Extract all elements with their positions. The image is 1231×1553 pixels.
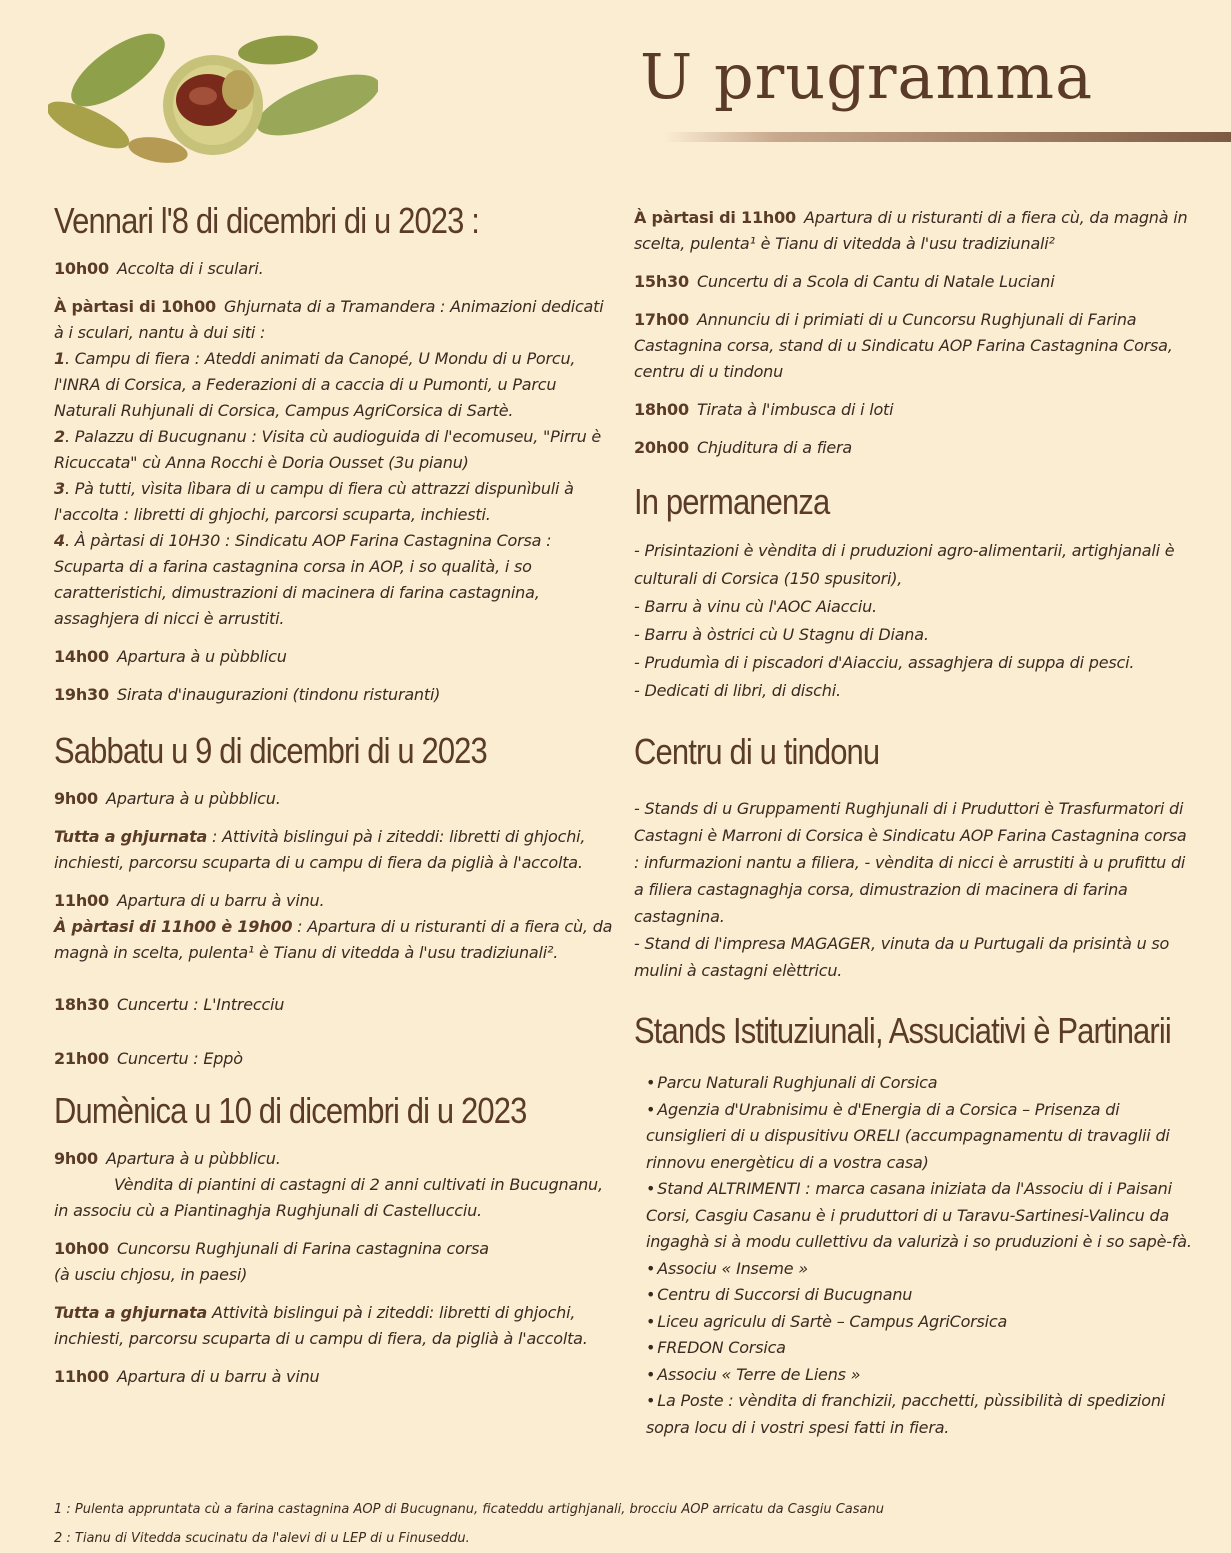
time-label: 11h00	[54, 891, 109, 910]
time-label: 21h00	[54, 1049, 109, 1068]
item-text: Apartura di u barru à vinu	[116, 1367, 320, 1386]
time-label: Tutta a ghjurnata	[54, 827, 208, 846]
item-subtext: Vèndita di piantini di castagni di 2 anni cultivati in Bucugnanu, in associu cù a Piantinaghja Rughjunali di Castellucciu.	[54, 1175, 603, 1220]
site-number: 3	[54, 479, 65, 498]
time-label: 9h00	[54, 789, 98, 808]
sunday-item-7	[634, 307, 1194, 385]
item-text: Apartura di u barru à vinu.	[116, 891, 325, 910]
site-text: . À pàrtasi di 10H30 : Sindicatu AOP Farina Castagnina Corsa : Scuparta di a farina castagnina corsa in AOP, i so qualità, i so caratteristichi, dimustrazioni di macinera di farina castagnina, assaghjera di nicci è arrustiti.	[54, 531, 552, 628]
list-item: • La Poste : vèndita di franchizii, pacchetti, pùssibilità di spedizioni sopra locu di i vostri spesi fatti in fiera.	[646, 1388, 1194, 1441]
sunday-item-3	[54, 1300, 614, 1352]
item-text: Apartura di u risturanti di a fiera cù, da magnà in scelta, pulenta¹ è Tianu di vitedda à l'usu tradiziunali²	[634, 208, 1188, 253]
saturday-item-6	[54, 1046, 614, 1072]
permanenza-line: - Barru à òstrici cù U Stagnu di Diana.	[634, 625, 929, 644]
friday-heading: Vennari l'8 di dicembri di u 2023 :	[54, 200, 480, 241]
item-text: Tirata à l'imbusca di i loti	[696, 400, 894, 419]
permanenza-heading: In permanenza	[634, 481, 830, 522]
left-column	[54, 200, 614, 1402]
page-title: U prugramma	[640, 40, 1094, 113]
saturday-item-2	[54, 824, 614, 876]
list-item: • Liceu agriculu di Sartè – Campus AgriCorsica	[646, 1309, 1194, 1336]
footnotes	[54, 1495, 1194, 1553]
time-label: 14h00	[54, 647, 109, 666]
sunday-item-9	[634, 435, 1194, 461]
friday-item-4	[54, 682, 614, 708]
sunday-item-6	[634, 269, 1194, 295]
item-text: Accolta di i sculari.	[116, 259, 264, 278]
sunday-heading: Dumènica u 10 di dicembri di u 2023	[54, 1090, 527, 1131]
item-text: Apartura à u pùbblicu	[116, 647, 287, 666]
time-label: À pàrtasi di 11h00 è 19h00	[54, 917, 293, 936]
saturday-item-1	[54, 786, 614, 812]
saturday-item-3	[54, 888, 614, 914]
chestnut-illustration	[48, 10, 378, 170]
item-text: Cuncertu : L'Intrecciu	[116, 995, 285, 1014]
site-number: 2	[54, 427, 65, 446]
permanenza-list	[634, 537, 1194, 705]
friday-site-4	[54, 528, 614, 632]
item-text: Chjuditura di a fiera	[696, 438, 853, 457]
list-item: • Parcu Naturali Rughjunali di Corsica	[646, 1070, 1194, 1097]
time-label: 10h00	[54, 259, 109, 278]
item-text: : Apartura di u risturanti di a fiera cù, da magnà in scelta, pulenta¹ è Tianu di vitedda à l'usu tradiziunali².	[54, 917, 613, 962]
list-item: • Stand ALTRIMENTI : marca casana iniziata da l'Associu di i Paisani Corsi, Casgiu Casanu è i pruduttori di u Taravu-Sartinesi-Valincu da ingaghà si à modu cullettivu da valurizà i so pruduzioni è i so sapè-fà.	[646, 1176, 1194, 1256]
saturday-item-4	[54, 914, 614, 966]
item-text: Attività bislingui pà i ziteddi: libretti di ghjochi, inchiesti, parcorsu scuparta di u campu di fiera, da piglià à l'accolta.	[54, 1303, 588, 1348]
item-text: Apartura à u pùbblicu.	[106, 1149, 281, 1168]
item-text: Sirata d'inaugurazioni (tindonu risturanti)	[116, 685, 441, 704]
footnote-2: 2 : Tianu di Vitedda scucinatu da l'alevi di u LEP di u Finuseddu.	[54, 1531, 470, 1546]
item-text: Cuncertu : Eppò	[116, 1049, 243, 1068]
sunday-item-8	[634, 397, 1194, 423]
permanenza-line: - Prudumìa di i piscadori d'Aiacciu, assaghjera di suppa di pesci.	[634, 653, 1135, 672]
saturday-heading: Sabbatu u 9 di dicembri di u 2023	[54, 730, 487, 771]
permanenza-line: - Dedicati di libri, di dischi.	[634, 681, 841, 700]
friday-site-3	[54, 476, 614, 528]
sunday-item-5	[634, 205, 1194, 257]
site-number: 4	[54, 531, 65, 550]
time-label: 10h00	[54, 1239, 109, 1258]
title-divider	[664, 132, 1231, 142]
footnote-1: 1 : Pulenta appruntata cù a farina castagnina AOP di Bucugnanu, ficateddu artighjanali, brocciu AOP arricatu da Casgiu Casanu	[54, 1502, 884, 1517]
list-item: • Associu « Terre de Liens »	[646, 1362, 1194, 1389]
time-label: À pàrtasi di 10h00	[54, 297, 216, 316]
saturday-item-5	[54, 992, 614, 1018]
site-text: . Pà tutti, vìsita lìbara di u campu di fiera cù attrazzi dispunìbuli à l'accolta : libretti di ghjochi, parcorsi scuparta, inchiesti.	[54, 479, 574, 524]
time-label: Tutta a ghjurnata	[54, 1303, 208, 1322]
time-label: 19h30	[54, 685, 109, 704]
item-text: Cuncertu di a Scola di Cantu di Natale Luciani	[696, 272, 1055, 291]
list-item: • Associu « Inseme »	[646, 1256, 1194, 1283]
tindonu-line: - Stand di l'impresa MAGAGER, vinuta da u Purtugali da prisintà u so mulini à castagni elèttricu.	[634, 934, 1170, 980]
tindonu-heading: Centru di u tindonu	[634, 731, 880, 772]
list-item: • Agenzia d'Urabnisimu è d'Energia di a Corsica – Prisenza di cunsiglieri di u dispusitivu ORELI (accumpagnamentu di travaglii di rinnovu energèticu di a vostra casa)	[646, 1097, 1194, 1177]
sunday-item-2	[54, 1236, 614, 1288]
friday-item-2	[54, 294, 614, 346]
friday-site-2	[54, 424, 614, 476]
tindonu-line: - Stands di u Gruppamenti Rughjunali di i Pruduttori è Trasfurmatori di Castagni è Marroni di Corsica è Sindicatu AOP Farina Castagnina corsa : infurmazioni nantu a filiera, - vèndita di nicci è arrustiti à u prufittu di a filiera castagnaghja corsa, dimustrazion di macinera di farina castagnina.	[634, 799, 1187, 926]
stands-list	[634, 1070, 1194, 1441]
time-label: 17h00	[634, 310, 689, 329]
time-label: 11h00	[54, 1367, 109, 1386]
sunday-item-4	[54, 1364, 614, 1390]
site-text: . Campu di fiera : Ateddi animati da Canopé, U Mondu di u Porcu, l'INRA di Corsica, a Federazioni di a caccia di u Pumonti, u Parcu Naturali Ruhjunali di Corsica, Campus AgriCorsica di Sartè.	[54, 349, 576, 420]
time-label: 18h00	[634, 400, 689, 419]
friday-site-1	[54, 346, 614, 424]
right-column	[634, 205, 1194, 1441]
item-text: Annunciu di i primiati di u Cuncorsu Rughjunali di Farina Castagnina corsa, stand di u Sindicatu AOP Farina Castagnina Corsa, centru di u tindonu	[634, 310, 1173, 381]
stands-heading: Stands Istituziunali, Assuciativi è Partinarii	[634, 1010, 1171, 1051]
item-text: : Attività bislingui pà i ziteddi: libretti di ghjochi, inchiesti, parcorsu scuparta di u campu di fiera da piglià à l'accolta.	[54, 827, 586, 872]
permanenza-line: - Barru à vinu cù l'AOC Aiacciu.	[634, 597, 877, 616]
friday-item-1	[54, 256, 614, 282]
item-text: Apartura à u pùbblicu.	[106, 789, 281, 808]
time-label: 18h30	[54, 995, 109, 1014]
item-text: Ghjurnata di a Tramandera : Animazioni dedicati à i sculari, nantu à dui siti :	[54, 297, 604, 342]
list-item: • Centru di Succorsi di Bucugnanu	[646, 1282, 1194, 1309]
list-item: • FREDON Corsica	[646, 1335, 1194, 1362]
friday-item-3	[54, 644, 614, 670]
site-number: 1	[54, 349, 65, 368]
item-subtext: (à usciu chjosu, in paesi)	[54, 1265, 248, 1284]
item-text: Cuncorsu Rughjunali di Farina castagnina corsa	[116, 1239, 489, 1258]
tindonu-list	[634, 795, 1194, 984]
time-label: 20h00	[634, 438, 689, 457]
time-label: 15h30	[634, 272, 689, 291]
site-text: . Palazzu di Bucugnanu : Visita cù audioguida di l'ecomuseu, "Pirru è Ricuccata" cù Anna Rocchi è Doria Ousset (3u pianu)	[54, 427, 602, 472]
permanenza-line: - Prisintazioni è vèndita di i pruduzioni agro-alimentarii, artighjanali è culturali di Corsica (150 spusitori),	[634, 541, 1175, 588]
time-label: À pàrtasi di 11h00	[634, 208, 796, 227]
time-label: 9h00	[54, 1149, 98, 1168]
sunday-item-1	[54, 1146, 614, 1224]
